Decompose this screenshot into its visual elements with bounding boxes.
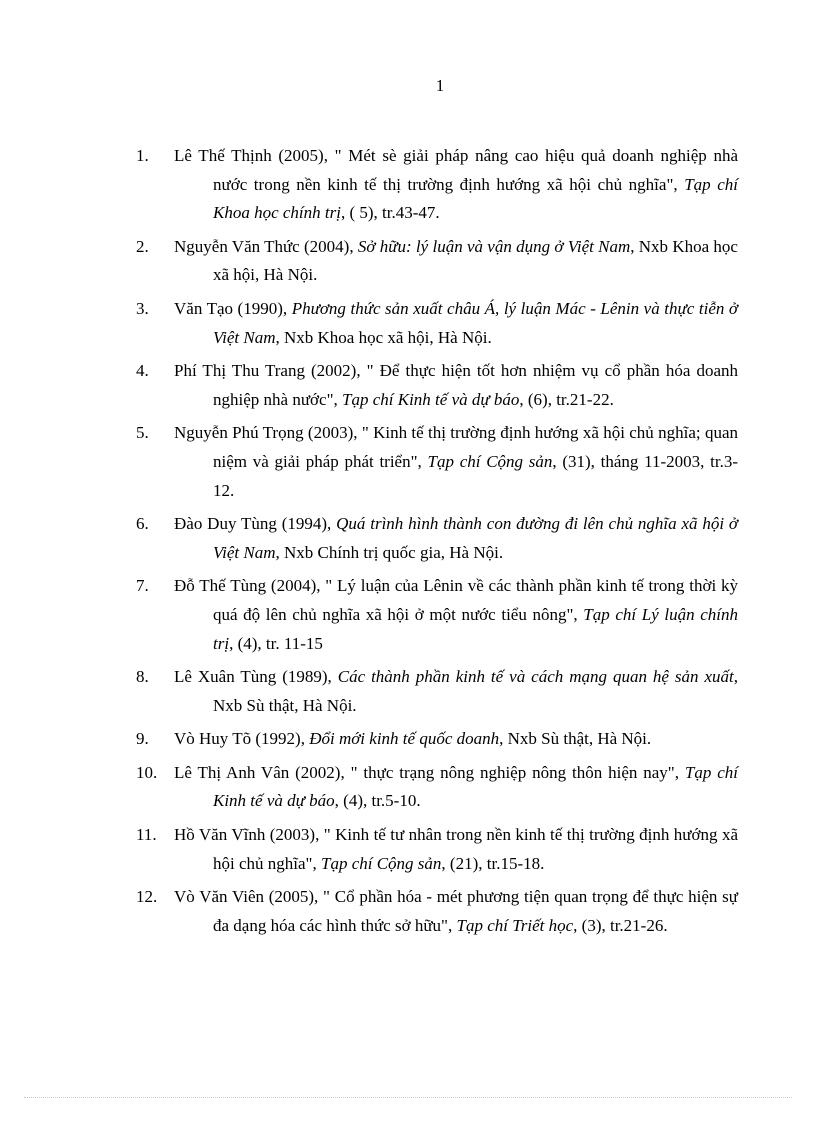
reference-text-part: , Nxb Khoa học xã hội, Hà Nội. <box>213 236 738 285</box>
page-number: 1 <box>435 76 445 95</box>
reference-text <box>174 299 738 347</box>
reference-text-part: , (31), tháng 11-2003, tr.3-12. <box>213 451 739 500</box>
reference-number: 7. <box>136 576 149 596</box>
reference-item <box>0 759 816 816</box>
reference-text-part: Đào Duy Tùng (1994), <box>174 514 337 534</box>
reference-text <box>174 729 651 748</box>
reference-text <box>174 423 738 499</box>
reference-number: 12. <box>136 887 158 907</box>
page-bottom-divider <box>24 1097 792 1098</box>
reference-item <box>0 233 816 290</box>
reference-item <box>0 142 816 228</box>
reference-item <box>0 821 816 878</box>
reference-text-part: Nguyễn Phú Trọng (2003), " Kinh tế thị trường định hướng xã hội chủ nghĩa; quan niệm và giải pháp phát triển", <box>174 423 738 471</box>
reference-item <box>0 510 816 567</box>
reference-title-italic: Sở hữu: lý luận và vận dụng ở Việt Nam <box>357 236 631 256</box>
reference-title-italic: Đổi mới kinh tế quốc doanh <box>309 729 500 749</box>
reference-title-italic: Quá trình hình thành con đường đi lên chủ nghĩa xã hội ở Việt Nam <box>213 514 739 562</box>
reference-number: 10. <box>136 762 158 782</box>
reference-text-part: , Nxb Chính trị quốc gia, Hà Nội. <box>275 542 504 562</box>
reference-number: 4. <box>136 361 149 381</box>
reference-item <box>0 295 816 352</box>
reference-text-part: Nguyễn Văn Thức (2004), <box>174 236 358 256</box>
reference-number: 1. <box>136 146 149 165</box>
reference-text-part: Phí Thị Thu Trang (2002), " Để thực hiện tốt hơn nhiệm vụ cổ phần hóa doanh nghiệp nhà nước", <box>174 361 738 409</box>
reference-text-part: , (4), tr. 11-15 <box>229 633 323 653</box>
reference-text-part: Lê Thị Anh Vân (2002), " thực trạng nông nghiệp nông thôn hiện nay", <box>174 762 685 782</box>
reference-text <box>174 763 738 811</box>
reference-text-part: Văn Tạo (1990), <box>174 298 292 318</box>
reference-item <box>0 663 816 720</box>
reference-text-part: , Nxb Sù thật, Hà Nội. <box>499 729 652 749</box>
reference-text-part: Vò Huy Tõ (1992), <box>174 729 310 749</box>
reference-text-part: Lê Thế Thịnh (2005), " Mét sè giải pháp nâng cao hiệu quả doanh nghiệp nhà nước trong nền kinh tế thị trường định hướng xã hội chủ nghĩa", <box>174 146 738 194</box>
reference-text-part: , (21), tr.15-18. <box>441 853 545 873</box>
reference-text-part: , Nxb Khoa học xã hội, Hà Nội. <box>275 327 492 347</box>
reference-item <box>0 883 816 940</box>
reference-title-italic: Phương thức sản xuất châu Á, lý luận Mác - Lênin và thực tiễn ở Việt Nam <box>213 298 738 347</box>
reference-title-italic: Tạp chí Kinh tế và dự báo <box>213 762 738 811</box>
reference-text-part: Đỗ Thế Tùng (2004), " Lý luận của Lênin về các thành phần kinh tế trong thời kỳ quá độ lên chủ nghĩa xã hội ở một nước tiểu nông", <box>174 576 738 624</box>
reference-item <box>0 725 816 754</box>
reference-number: 3. <box>136 298 149 318</box>
reference-text <box>174 514 738 562</box>
reference-text <box>174 887 738 935</box>
reference-title-italic: Tạp chí Lý luận chính trị <box>213 604 738 653</box>
reference-number: 11. <box>136 825 157 845</box>
reference-title-italic: Tạp chí Cộng sản <box>427 451 553 471</box>
reference-text <box>174 825 738 873</box>
reference-text-part: Hồ Văn Vĩnh (2003), " Kinh tế tư nhân trong nền kinh tế thị trường định hướng xã hội chủ nghĩa", <box>174 825 738 873</box>
reference-number: 8. <box>136 667 149 687</box>
reference-list <box>0 142 816 945</box>
reference-text-part: , ( 5), tr.43-47. <box>340 203 440 223</box>
reference-text <box>174 361 738 409</box>
reference-text-part: Lê Xuân Tùng (1989), <box>174 667 338 687</box>
reference-text <box>174 576 738 652</box>
reference-number: 5. <box>136 423 149 443</box>
reference-text <box>174 146 738 222</box>
reference-item <box>0 419 816 505</box>
reference-item <box>0 357 816 414</box>
reference-number: 6. <box>136 514 149 534</box>
reference-text-part: , (6), tr.21-22. <box>519 389 614 409</box>
reference-title-italic: Các thành phần kinh tế và cách mạng quan hệ sản xuất <box>337 667 734 687</box>
reference-number: 2. <box>136 236 149 256</box>
reference-text-part: , Nxb Sù thật, Hà Nội. <box>213 667 738 715</box>
reference-text-part: , (3), tr.21-26. <box>573 915 668 935</box>
reference-number: 9. <box>136 729 149 749</box>
reference-text-part: , (4), tr.5-10. <box>334 791 421 811</box>
reference-title-italic: Tạp chí Triết học <box>456 915 574 935</box>
reference-title-italic: Tạp chí Kinh tế và dự báo <box>342 389 520 409</box>
reference-title-italic: Tạp chí Khoa học chính trị <box>213 174 738 223</box>
reference-text <box>174 667 738 715</box>
reference-text-part: Vò Văn Viên (2005), " Cổ phần hóa - mét phương tiện quan trọng để thực hiện sự đa dạng hóa các hình thức sở hữu", <box>174 887 738 935</box>
reference-text <box>174 237 738 285</box>
reference-title-italic: Tạp chí Cộng sản <box>320 853 442 873</box>
reference-item <box>0 572 816 658</box>
